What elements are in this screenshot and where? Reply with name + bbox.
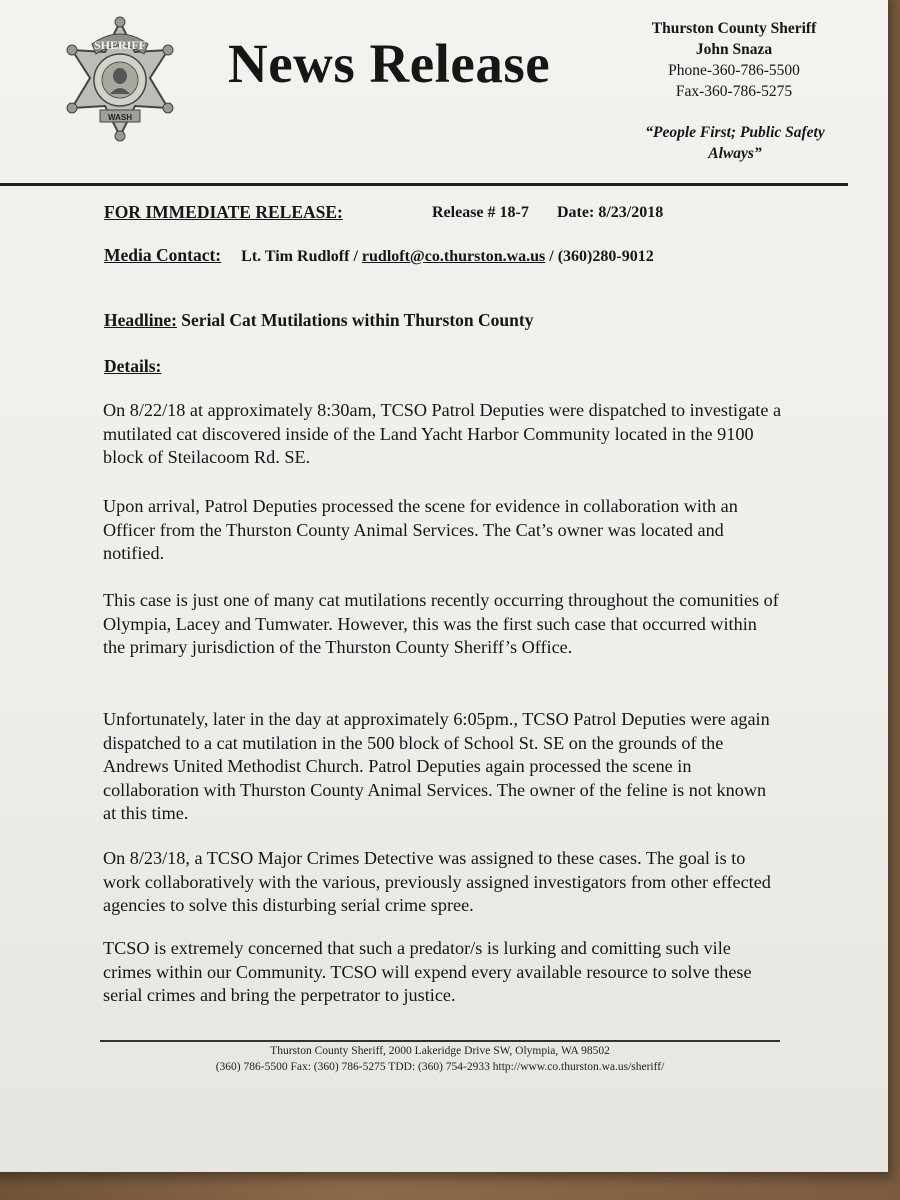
release-label bbox=[104, 202, 343, 223]
sheriff-name: John Snaza bbox=[695, 41, 773, 58]
sheriff-star-badge bbox=[50, 10, 190, 155]
media-contact-phone: (360)280-9012 bbox=[557, 248, 654, 265]
paragraph-6: TCSO is extremely concerned that such a predator/s is lurking and comitting such vile crimes within our Community. TCSO will expend every available resource to solve these serial crimes and bring the perpetrator to justice. bbox=[103, 938, 752, 1005]
details-label-text: Details: bbox=[104, 356, 162, 376]
motto bbox=[620, 122, 850, 164]
paragraph-1: On 8/22/18 at approximately 8:30am, TCSO Patrol Deputies were dispatched to investigate a mutilated cat discovered inside of the Land Yacht Harbor Community located in the 9100 block of Steilacoom Rd. SE. bbox=[103, 400, 782, 467]
headline-text: Serial Cat Mutilations within Thurston County bbox=[181, 310, 534, 330]
media-contact-sep-1: / bbox=[353, 248, 358, 265]
footer-address: Thurston County Sheriff, 2000 Lakeridge Drive SW, Olympia, WA 98502 bbox=[270, 1045, 610, 1057]
media-contact-label: Media Contact: bbox=[104, 245, 222, 265]
media-contact-email[interactable]: rudloft@co.thurston.wa.us bbox=[361, 248, 546, 265]
release-label-text: FOR IMMEDIATE RELEASE: bbox=[104, 202, 343, 222]
paragraph-5: On 8/23/18, a TCSO Major Crimes Detective was assigned to these cases. The goal is to work collaboratively with the various, previously assigned investigators from other effected agencies to solve this disturbing serial crime spree. bbox=[103, 848, 771, 915]
badge-ribbon-text: WASH bbox=[108, 113, 132, 122]
media-contact-sep-2: / bbox=[549, 248, 554, 265]
header-divider bbox=[0, 183, 848, 186]
paragraph-3: This case is just one of many cat mutilations recently occurring throughout the comunities of Olympia, Lacey and Tumwater. However, this was the first such case that occurred within the primary jurisdiction of the Thurston County Sheriff’s Office. bbox=[103, 590, 779, 657]
motto-line-2: Always” bbox=[708, 145, 762, 162]
org-fax: Fax-360-786-5275 bbox=[675, 83, 793, 100]
sheriff-contact-block bbox=[634, 18, 834, 102]
org-phone: Phone-360-786-5500 bbox=[668, 62, 800, 79]
headline-label: Headline: bbox=[104, 310, 177, 330]
release-date: Date: 8/23/2018 bbox=[557, 204, 664, 221]
release-number: Release # 18-7 bbox=[432, 204, 529, 221]
footer-contacts: (360) 786-5500 Fax: (360) 786-5275 TDD: (360) 754-2933 http://www.co.thurston.wa.us/sheriff/ bbox=[215, 1061, 665, 1073]
badge-banner-text: SHERIFF bbox=[93, 38, 147, 52]
headline-row bbox=[104, 310, 533, 331]
page-title: News Release bbox=[228, 33, 551, 94]
org-name: Thurston County Sheriff bbox=[651, 20, 817, 37]
paragraph-2: Upon arrival, Patrol Deputies processed the scene for evidence in collaboration with an Officer from the Thurston County Animal Services. The Cat’s owner was located and notified. bbox=[103, 496, 738, 563]
media-contact-name: Lt. Tim Rudloff bbox=[241, 248, 350, 265]
paragraph-4: Unfortunately, later in the day at approximately 6:05pm., TCSO Patrol Deputies were again dispatched to a cat mutilation in the 500 block of School St. SE on the grounds of the Andrews United Methodist Church. Patrol Deputies again processed the scene in collaboration with Thurston County Animal Services. The owner of the feline is not known at this time. bbox=[103, 709, 770, 823]
media-contact-row bbox=[104, 245, 654, 266]
footer-divider bbox=[100, 1040, 780, 1042]
details-label bbox=[104, 356, 161, 377]
motto-line-1: “People First; Public Safety bbox=[645, 124, 825, 141]
